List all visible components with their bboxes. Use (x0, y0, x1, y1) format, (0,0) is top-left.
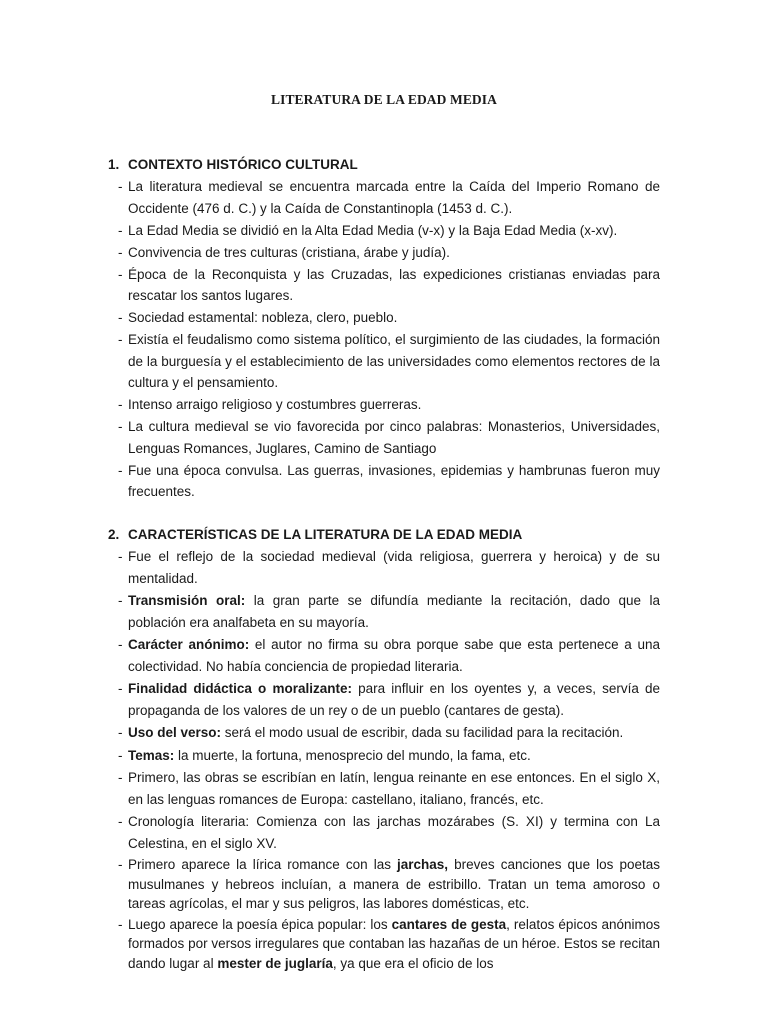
list-item: - Fue una época convulsa. Las guerras, invasiones, epidemias y hambrunas fueron muy frecuentes. (108, 460, 660, 503)
bullet-list (108, 176, 660, 503)
section-historical-context (108, 154, 660, 503)
section-number: 2. (108, 527, 120, 542)
section-literature-characteristics (108, 524, 660, 974)
bullet-list (108, 546, 660, 973)
list-item: - La literatura medieval se encuentra marcada entre la Caída del Imperio Romano de Occidente (476 d. C.) y la Caída de Constantinopla (1453 d. C.). (108, 176, 660, 219)
list-item: - Sociedad estamental: nobleza, clero, pueblo. (108, 307, 660, 329)
list-item: - Cronología literaria: Comienza con las jarchas mozárabes (S. XI) y termina con La Celestina, en el siglo XV. (108, 811, 660, 854)
list-item: - Carácter anónimo: el autor no firma su obra porque sabe que esta pertenece a una colectividad. No había conciencia de propiedad literaria. (108, 634, 660, 677)
list-item: - Primero, las obras se escribían en latín, lengua reinante en ese entonces. En el siglo X, en las lenguas romances de Europa: castellano, italiano, francés, etc. (108, 767, 660, 810)
list-item: - Existía el feudalismo como sistema político, el surgimiento de las ciudades, la formación de la burguesía y el establecimiento de las universidades como elementos rectores de la cultura y el pensamiento. (108, 329, 660, 394)
list-item: - Intenso arraigo religioso y costumbres guerreras. (108, 394, 660, 416)
section-title: CARACTERÍSTICAS DE LA LITERATURA DE LA EDAD MEDIA (128, 527, 523, 542)
list-item: - Finalidad didáctica o moralizante: para influir en los oyentes y, a veces, servía de propaganda de los valores de un rey o de un pueblo (cantares de gesta). (108, 678, 660, 721)
list-item: - Fue el reflejo de la sociedad medieval (vida religiosa, guerrera y heroica) y de su mentalidad. (108, 546, 660, 589)
section-heading (108, 154, 660, 176)
section-number: 1. (108, 157, 120, 172)
list-item: - Época de la Reconquista y las Cruzadas, las expediciones cristianas enviadas para rescatar los santos lugares. (108, 264, 660, 307)
list-item: - La cultura medieval se vio favorecida por cinco palabras: Monasterios, Universidades, Lenguas Romances, Juglares, Camino de Santiago (108, 416, 660, 459)
section-title: CONTEXTO HISTÓRICO CULTURAL (128, 157, 358, 172)
list-item: - Luego aparece la poesía épica popular: los cantares de gesta, relatos épicos anónimos formados por versos irregulares que contaban las hazañas de un héroe. Estos se recitan dando lugar al mester de juglaría, ya que era el oficio de los (108, 915, 660, 974)
section-heading (108, 524, 660, 546)
list-item: - Uso del verso: será el modo usual de escribir, dada su facilidad para la recitación. (108, 722, 660, 744)
list-item: - Transmisión oral: la gran parte se difundía mediante la recitación, dado que la población era analfabeta en su mayoría. (108, 590, 660, 633)
list-item: - Convivencia de tres culturas (cristiana, árabe y judía). (108, 242, 660, 264)
list-item: - La Edad Media se dividió en la Alta Edad Media (v-x) y la Baja Edad Media (x-xv). (108, 220, 660, 242)
list-item: - Primero aparece la lírica romance con las jarchas, breves canciones que los poetas musulmanes y hebreos incluían, a manera de estribillo. Tratan un tema amoroso o tareas agrícolas, el mar y sus peligros, las labores domésticas, etc. (108, 855, 660, 914)
document-title: LITERATURA DE LA EDAD MEDIA (271, 92, 497, 107)
list-item: - Temas: la muerte, la fortuna, menosprecio del mundo, la fama, etc. (108, 745, 660, 767)
